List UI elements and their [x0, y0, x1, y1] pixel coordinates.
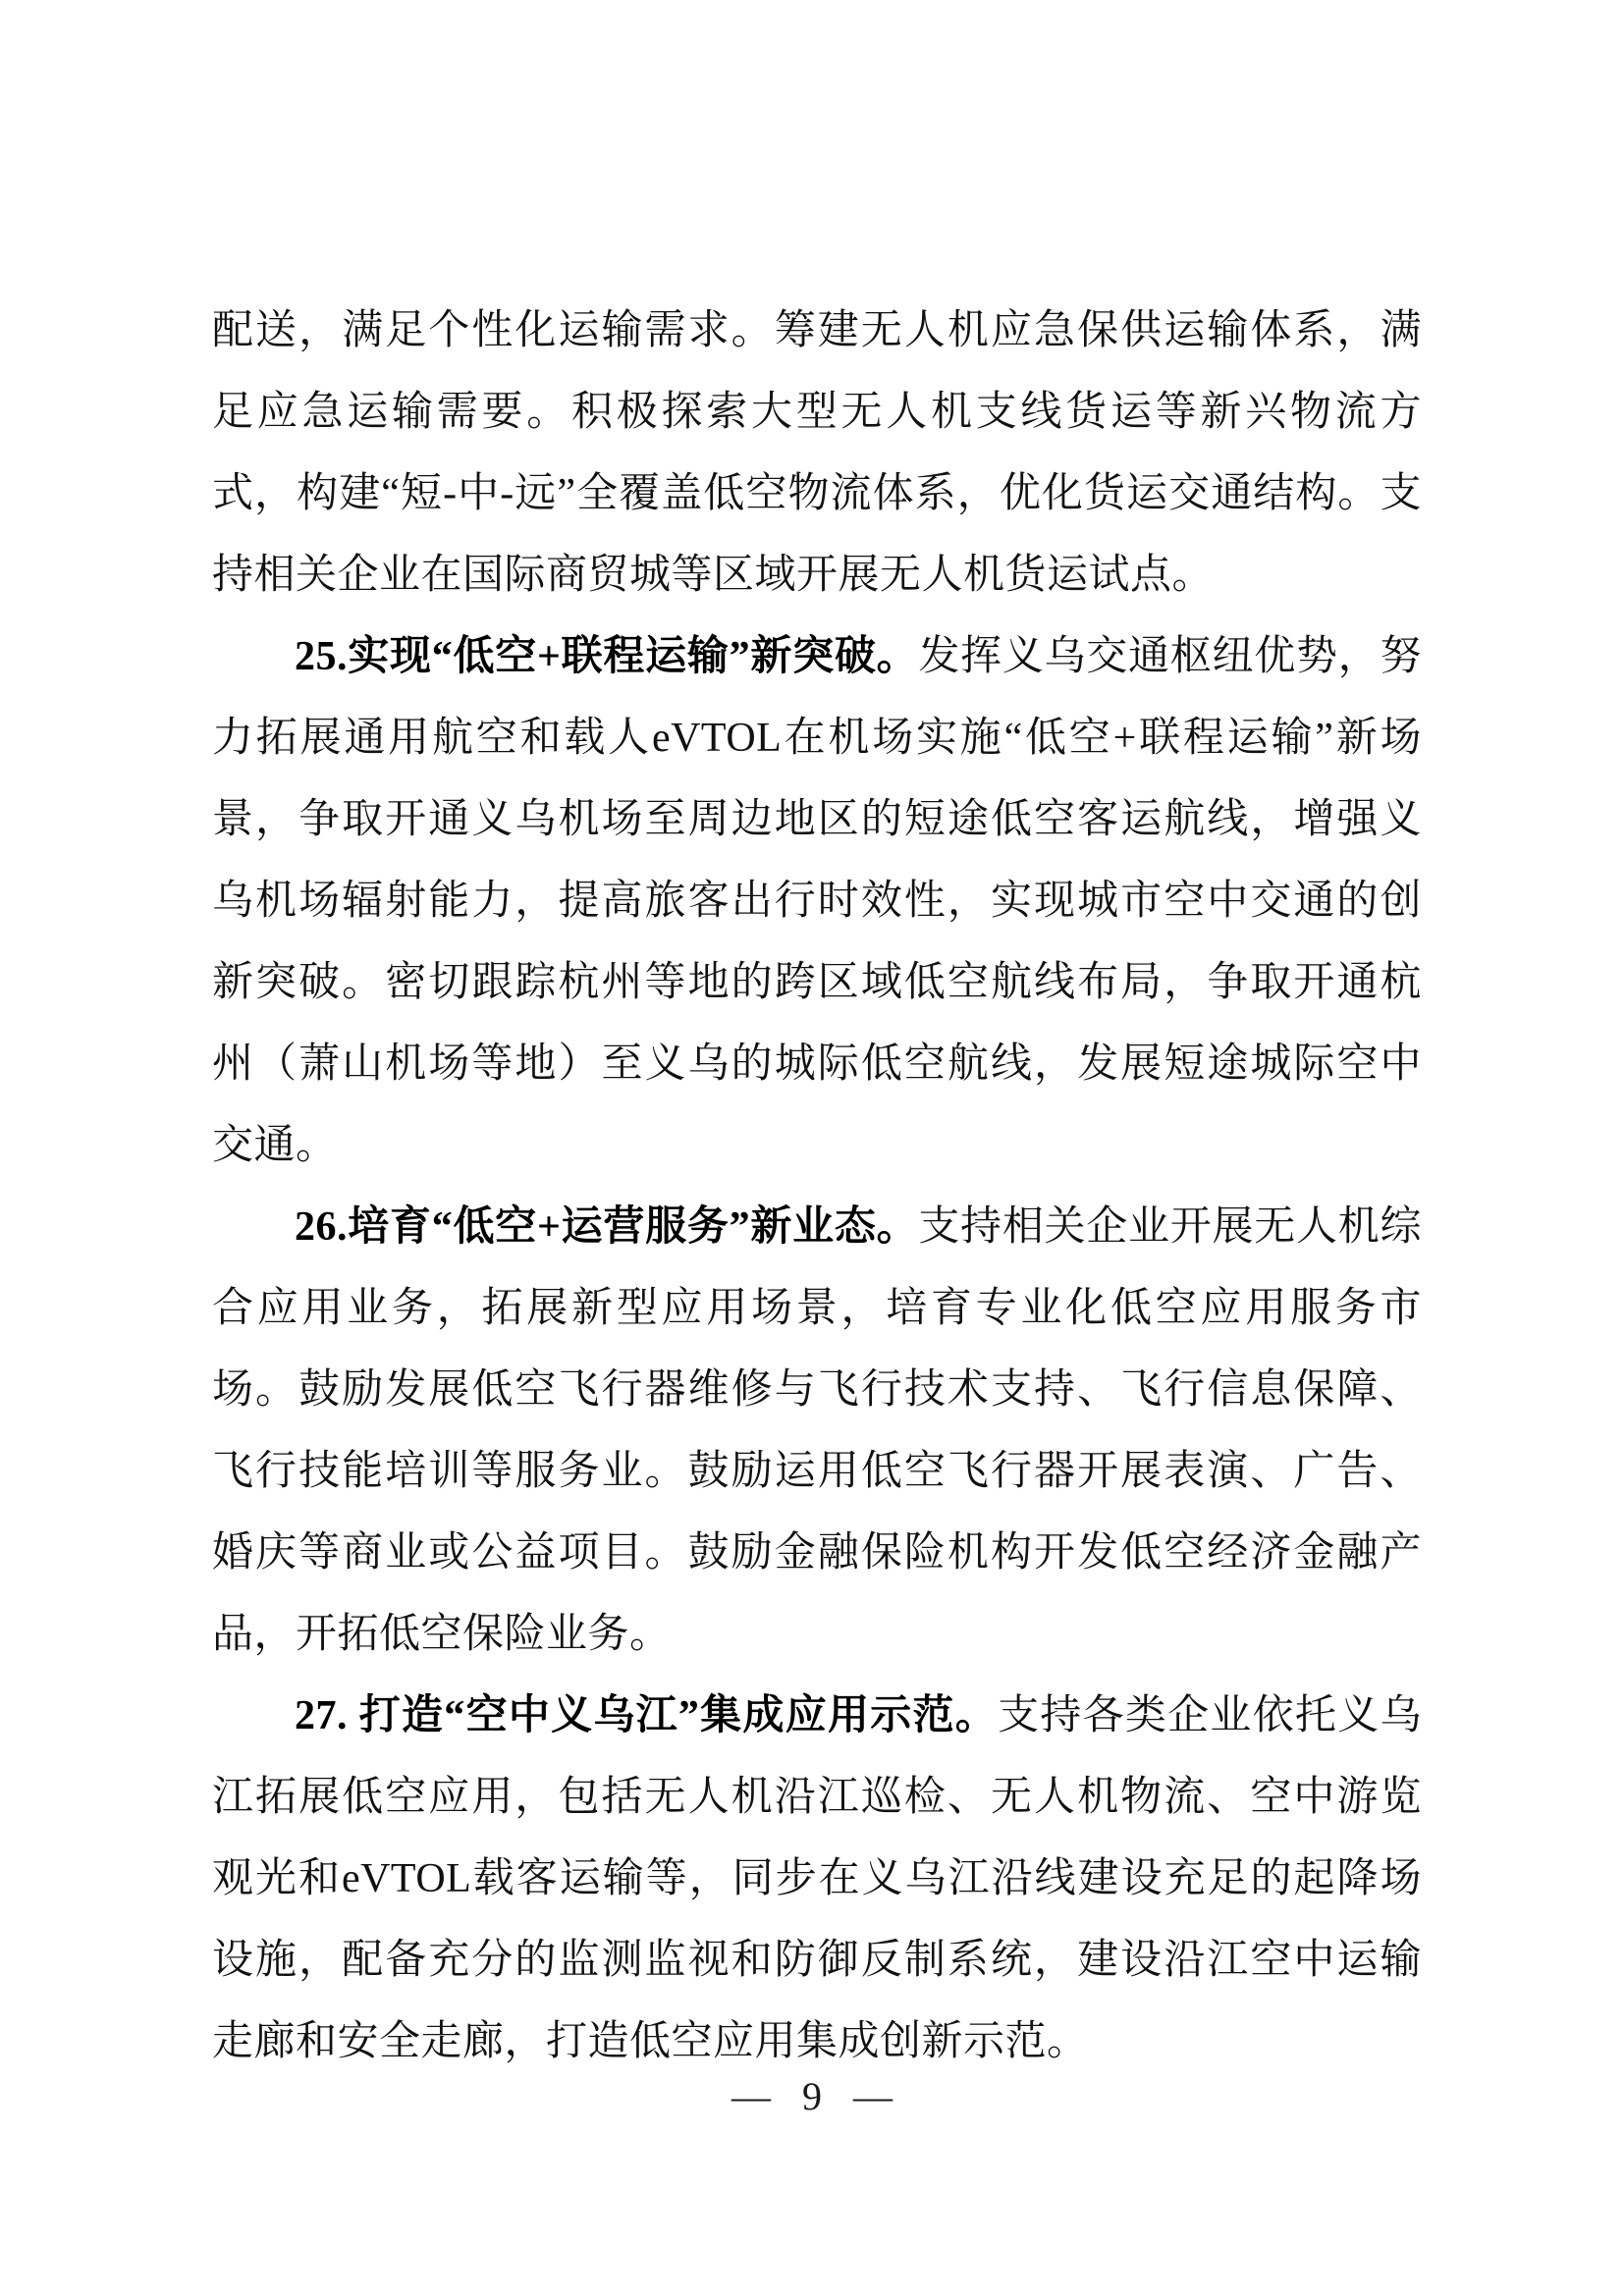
page-number-text: — 9 — — [731, 2074, 893, 2118]
paragraph-text: 支持各类企业依托义乌江拓展低空应用，包括无人机沿江巡检、无人机物流、空中游览观光和eVTOL载客运输等，同步在义乌江沿线建设充足的起降场设施，配备充分的监测监视和防御反制系统，建设沿江空中运输走廊和安全走廊，打造低空应用集成创新示范。 — [212, 1693, 1422, 2064]
paragraph-continuation — [212, 291, 1422, 616]
paragraph-heading: 25.实现“低空+联程运输”新突破。 — [295, 634, 919, 679]
page-number — [0, 2073, 1624, 2119]
paragraph-text: 配送，满足个性化运输需求。筹建无人机应急保供运输体系，满足应急运输需要。积极探索大型无人机支线货运等新兴物流方式，构建“短-中-远”全覆盖低空物流体系，优化货运交通结构。支持相关企业在国际商贸城等区域开展无人机货运试点。 — [212, 308, 1422, 598]
paragraph-item-27 — [212, 1676, 1422, 2083]
document-body — [212, 291, 1422, 2083]
paragraph-heading: 27. 打造“空中义乌江”集成应用示范。 — [295, 1693, 999, 1738]
paragraph-text: 发挥义乌交通枢纽优势，努力拓展通用航空和载人eVTOL在机场实施“低空+联程运输”新场景，争取开通义乌机场至周边地区的短途低空客运航线，增强义乌机场辐射能力，提高旅客出行时效性，实现城市空中交通的创新突破。密切跟踪杭州等地的跨区域低空航线布局，争取开通杭州（萧山机场等地）至义乌的城际低空航线，发展短途城际空中交通。 — [212, 634, 1422, 1168]
paragraph-item-25 — [212, 616, 1422, 1187]
paragraph-heading: 26.培育“低空+运营服务”新业态。 — [295, 1204, 919, 1250]
paragraph-item-26 — [212, 1187, 1422, 1676]
paragraph-text: 支持相关企业开展无人机综合应用业务，拓展新型应用场景，培育专业化低空应用服务市场。鼓励发展低空飞行器维修与飞行技术支持、飞行信息保障、飞行技能培训等服务业。鼓励运用低空飞行器开展表演、广告、婚庆等商业或公益项目。鼓励金融保险机构开发低空经济金融产品，开拓低空保险业务。 — [212, 1204, 1422, 1657]
